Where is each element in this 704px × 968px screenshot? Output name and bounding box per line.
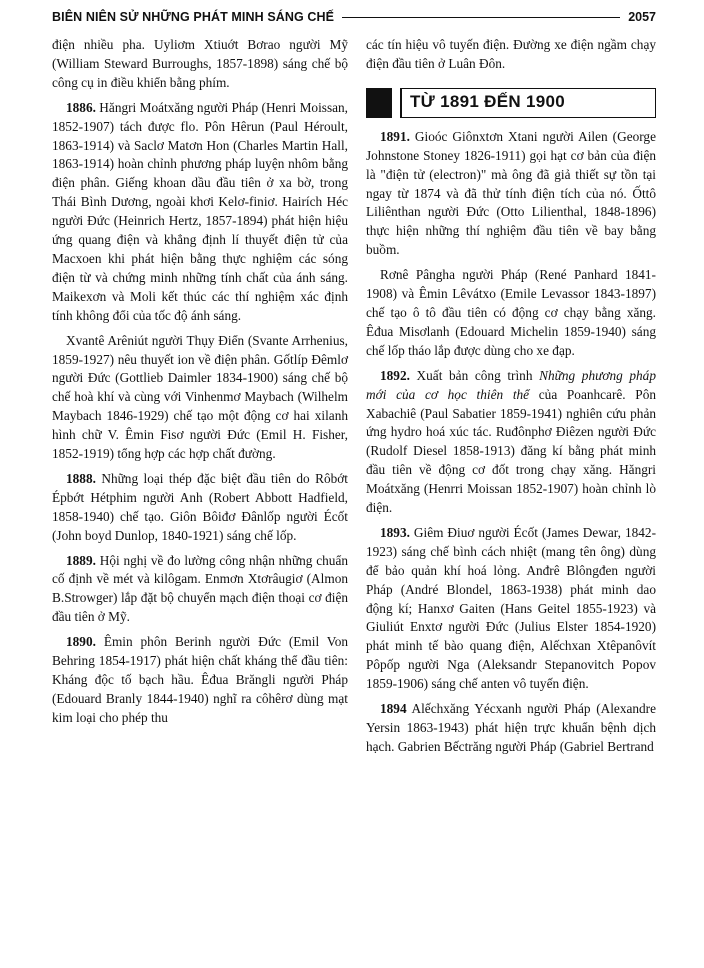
paragraph: Rơnê Pângha người Pháp (René Panhard 1841-1908) và Êmin Lêvátxo (Emile Levassor 1843-1897) chế tạo ô tô đầu tiên có động cơ chạy bằng xăng. Êđua Misơlanh (Edouard Michelin 1859-1940) sáng chế lốp tháo lắp được dùng cho xe đạp. — [366, 267, 656, 358]
entry-text: Giêm Điuơ người Écốt (James Dewar, 1842-1923) sáng chế bình cách nhiệt (mang tên ông) dùng để bảo quản khí hoá lỏng. Anđrê Blôngđen người Pháp (André Blondel, 1863-1938) phát minh dao động kí; Hanxơ Gaiten (Hans Geitel 1855-1923) và Giuliút Enxtơ người Đức (Julius Elster 1854-1920) phát minh tế bào quang điện, Alếchxan Xtêpanôvít Pôpốp người Nga (Aleksandr Stepanovitch Popov 1859-1906) sáng chế anten vô tuyến điện. — [366, 524, 656, 692]
work-title: Những phương pháp mới của cơ học thiên thể — [366, 367, 656, 402]
entry-year: 1893. — [380, 524, 410, 540]
entry-1892 — [366, 367, 656, 518]
entry-1886 — [52, 99, 348, 326]
entry-year: 1892. — [380, 367, 410, 383]
entry-text: Hăngri Moátxăng người Pháp (Henri Moissan, 1852-1907) tách được flo. Pôn Hêrun (Paul Héroult, 1863-1914) và Saclơ Matơn Hon (Charles Martin Hall, 1863-1914) hoàn chỉnh phương pháp luyện nhôm bằng điện phân. Giếng khoan dầu đầu tiên ở xa bờ, trong Thái Bình Dương, ngoài khơi Kelơ-finiơ. Hairích Héc người Đức (Heinrich Hertz, 1857-1894) phát hiện hiệu ứng quang điện và khẳng định lí thuyết điện tử của Macxoen khi phát hiện bằng thực nghiệm các sóng điện từ và chứng minh những tính chất của ánh sáng. Maikexơn và Moli kết thúc các thí nghiệm xác định tính không đổi của tốc độ ánh sáng. — [52, 99, 348, 323]
entry-1890 — [52, 633, 348, 728]
entry-text: Những loại thép đặc biệt đầu tiên do Rôbớt Épbớt Hétphim người Anh (Robert Abbott Hadfield, 1858-1940) chế tạo. Giôn Bôiđơ Đânlốp người Écốt (John boyd Dunlop, 1840-1921) sáng chế lốp. — [52, 470, 348, 543]
section-title: TỪ 1891 ĐẾN 1900 — [400, 88, 656, 118]
entry-text: Alếchxăng Yécxanh người Pháp (Alexandre Yersin 1863-1943) phát hiện trực khuẩn bệnh dịch hạch. Gabrien Bếctrăng người Pháp (Gabriel Bertrand — [366, 701, 656, 754]
entry-year: 1886. — [66, 99, 96, 115]
entry-text: Êmin phôn Berinh người Đức (Emil Von Behring 1854-1917) phát hiện chất kháng thể đầu tiên: Kháng độc tố bạch hầu. Êđua Brăngli người Pháp (Edouard Branly 1844-1940) nghĩ ra côhêrơ dùng mạt kim loại cho phép thu — [52, 634, 348, 725]
entry-text: của Poanhcarê. Pôn Xabachiê (Paul Sabatier 1859-1941) nghiên cứu phản ứng hydro hoá xúc tác. Ruđônphơ Điêzen người Đức (Rudolf Diesel 1858-1913) đăng kí bằng phát minh đầu tiên về động cơ đốt trong chạy xăng. Hăngri Moátxăng (Henrri Moissan 1852-1907) hoàn chỉnh lò điện. — [366, 386, 656, 516]
entry-1894 — [366, 700, 656, 757]
section-heading — [366, 88, 656, 118]
entry-year: 1891. — [380, 128, 410, 144]
book-title: BIÊN NIÊN SỬ NHỮNG PHÁT MINH SÁNG CHẾ — [52, 10, 335, 24]
entry-year: 1894 — [380, 701, 407, 717]
left-column — [52, 36, 348, 734]
right-column — [366, 36, 656, 763]
entry-text: Xuất bản công trình — [409, 367, 540, 383]
page-number: 2057 — [628, 10, 656, 24]
entry-year: 1890. — [66, 634, 96, 650]
entry-1893 — [366, 524, 656, 694]
entry-1889 — [52, 552, 348, 628]
entry-year: 1888. — [66, 470, 96, 486]
paragraph-continued: các tín hiệu vô tuyến điện. Đường xe điện ngầm chạy điện đầu tiên ở Luân Đôn. — [366, 37, 656, 71]
entry-1888 — [52, 470, 348, 546]
paragraph: Xvantê Arêniút người Thụy Điển (Svante Arrhenius, 1859-1927) nêu thuyết ion về điện phân. Gốtlíp Đêmlơ người Đức (Gottlieb Daimler 1834-1900) sáng chế bộ chế hoà khí và cùng với Vinhenmơ Maybach (Wilhelm Maybach 1846-1929) chế tạo một động cơ hai xilanh hình chữ V. Êmin Fisơ người Đức (Emil H. Fisher, 1852-1919) tổng hợp các hợp chất đường. — [52, 332, 348, 462]
entry-year: 1889. — [66, 552, 96, 568]
header-rule — [342, 17, 620, 18]
entry-1891 — [366, 128, 656, 260]
entry-text: Hội nghị về đo lường công nhận những chuẩn cố định về mét và kilôgam. Enmơn Xtơrâugiơ (Almon B.Strowger) lắp đặt bộ chuyển mạch điện thoại cơ điện đầu tiên ở Mỹ. — [52, 552, 348, 625]
entry-text: Gioóc Giônxtơn Xtani người Ailen (George Johnstone Stoney 1826-1911) gọi hạt cơ bản của điện là "điện tử (electron)" mà ông đã giả thiết sự tồn tại ngay từ 1874 và đã thử tính điện tích của nó. Ốttô Liliênthan người Đức (Otto Lilienthal, 1848-1896) thực hiện những thí nghiệm đầu tiên về bay bằng buồm. — [366, 128, 656, 258]
paragraph-continued: điện nhiều pha. Uyliơm Xtiuớt Bơrao người Mỹ (William Steward Burroughs, 1857-1898) sáng chế bộ công cụ in điều khiển bằng phím. — [52, 37, 348, 90]
section-marker-block — [366, 88, 392, 118]
running-header — [52, 8, 656, 26]
